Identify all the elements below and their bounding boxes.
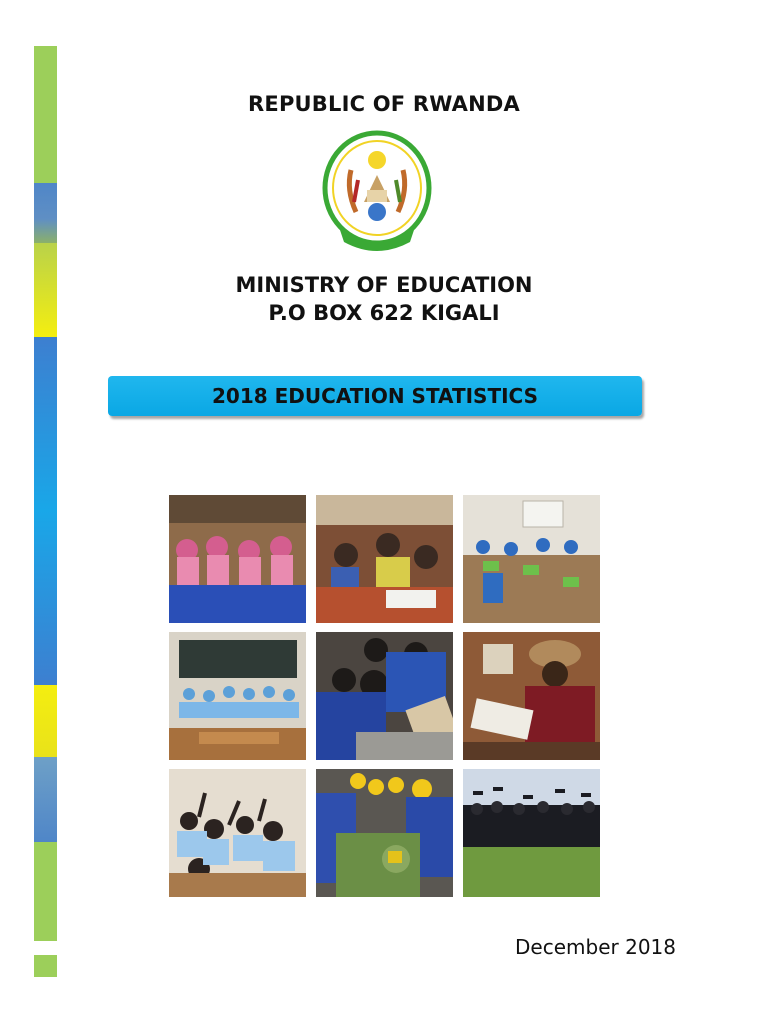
photo-computer-lab (463, 495, 600, 623)
photo-raised-hands (169, 769, 306, 897)
ministry-heading (0, 271, 768, 327)
stripe-segment-yellow-2 (34, 685, 57, 757)
stripe-tail-square (34, 955, 57, 977)
stripe-segment-blue-2 (34, 757, 57, 842)
report-title-banner (108, 376, 642, 416)
publication-date: December 2018 (515, 935, 676, 959)
photo-classroom-desks (169, 632, 306, 760)
country-heading: REPUBLIC OF RWANDA (248, 92, 520, 116)
photo-adult-learner (463, 632, 600, 760)
photo-students-reading (316, 495, 453, 623)
report-title: 2018 EDUCATION STATISTICS (212, 384, 538, 408)
ministry-address: P.O BOX 622 KIGALI (268, 301, 500, 325)
photo-vocational-training (316, 769, 453, 897)
photo-students-at-table (316, 632, 453, 760)
decorative-side-stripe (34, 46, 57, 941)
photo-graduation (463, 769, 600, 897)
ministry-name: MINISTRY OF EDUCATION (235, 273, 533, 297)
coat-of-arms-seal (320, 130, 434, 258)
photo-classroom-girls (169, 495, 306, 623)
stripe-segment-cyan (34, 337, 57, 685)
stripe-segment-blue (34, 183, 57, 243)
stripe-segment-green-2 (34, 842, 57, 941)
